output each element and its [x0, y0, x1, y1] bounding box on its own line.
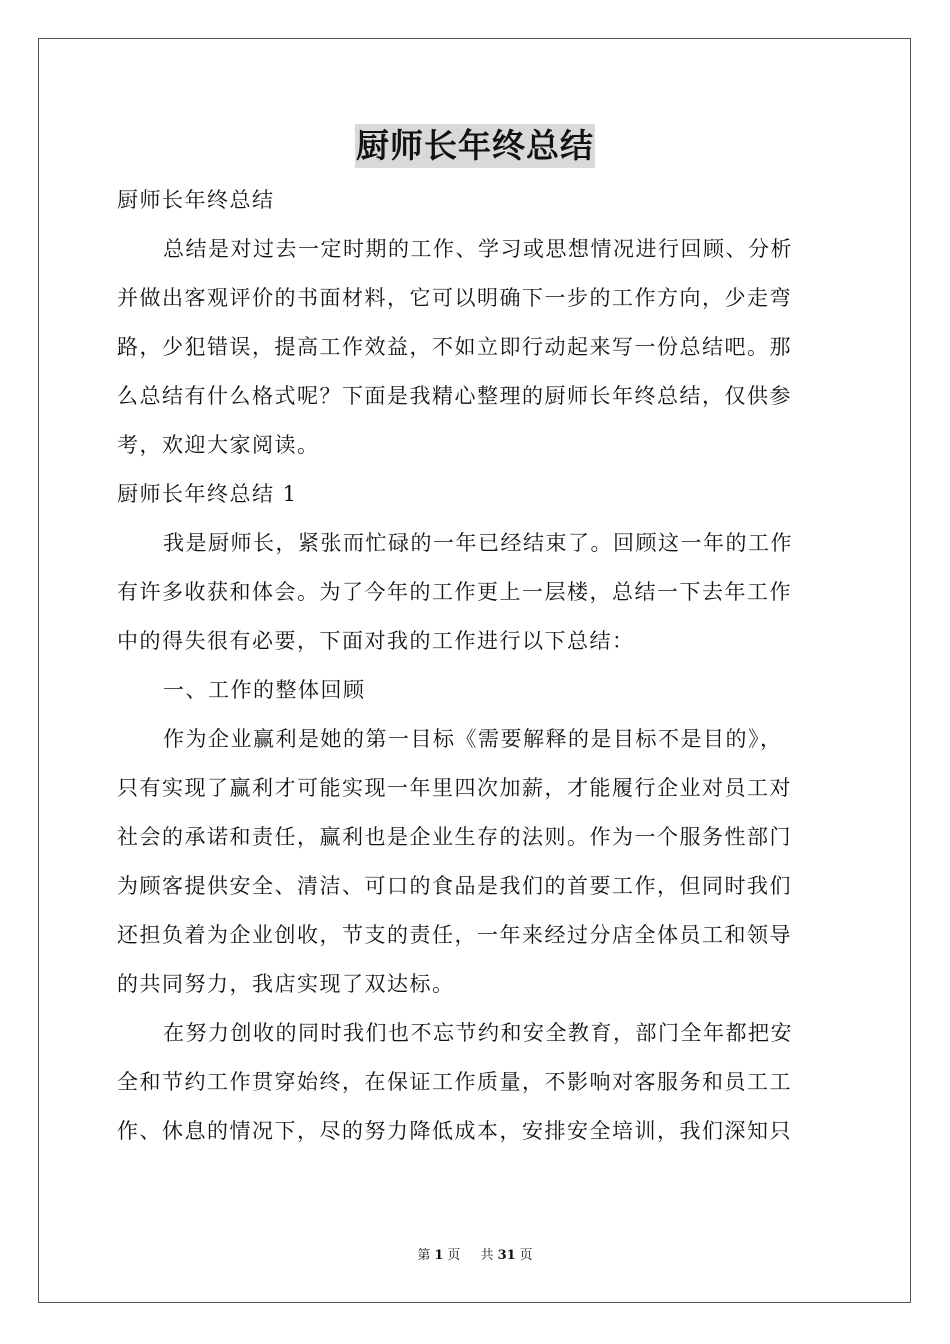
document-title: 厨师长年终总结: [355, 124, 595, 168]
text-line: 的共同努力，我店实现了双达标。: [117, 972, 455, 996]
page-total: [477, 1248, 537, 1263]
text-line: 中的得失很有必要，下面对我的工作进行以下总结：: [117, 629, 635, 653]
text-line: 还担负着为企业创收，节支的责任，一年来经过分店全体员工和领导: [117, 923, 792, 947]
total-pages: 31: [497, 1248, 516, 1263]
text-line: 为顾客提供安全、清洁、可口的食品是我们的首要工作，但同时我们: [117, 874, 792, 898]
text-line: 只有实现了赢利才可能实现一年里四次加薪，才能履行企业对员工对: [117, 776, 792, 800]
page-footer: [0, 1247, 950, 1265]
text-line: 社会的承诺和责任，赢利也是企业生存的法则。作为一个服务性部门: [117, 825, 792, 849]
text-line: 有许多收获和体会。为了今年的工作更上一层楼，总结一下去年工作: [117, 580, 792, 604]
page-prefix: 第: [417, 1248, 431, 1263]
text-line: 路，少犯错误，提高工作效益，不如立即行动起来写一份总结吧。那: [117, 335, 792, 359]
text-line: 我是厨师长，紧张而忙碌的一年已经结束了。回顾这一年的工作: [163, 531, 793, 555]
page-number: [413, 1248, 464, 1263]
text-line: 总结是对过去一定时期的工作、学习或思想情况进行回顾、分析: [163, 237, 793, 261]
current-page: 1: [434, 1248, 444, 1263]
text-line: 作、休息的情况下，尽的努力降低成本，安排安全培训，我们深知只: [117, 1119, 792, 1143]
text-line: 并做出客观评价的书面材料，它可以明确下一步的工作方向，少走弯: [117, 286, 792, 310]
document-body: [117, 176, 831, 1156]
text-line: 在努力创收的同时我们也不忘节约和安全教育，部门全年都把安: [163, 1021, 793, 1045]
text-line: 厨师长年终总结: [117, 188, 275, 212]
text-line: 厨师长年终总结 1: [117, 482, 298, 506]
text-line: 作为企业赢利是她的第一目标《需要解释的是目标不是目的》，: [163, 727, 783, 751]
text-line: 考，欢迎大家阅读。: [117, 433, 320, 457]
total-unit: 页: [519, 1248, 533, 1263]
text-line: 么总结有什么格式呢？下面是我精心整理的厨师长年终总结，仅供参: [117, 384, 792, 408]
total-prefix: 共: [480, 1248, 494, 1263]
page-unit: 页: [447, 1248, 461, 1263]
text-line: 全和节约工作贯穿始终，在保证工作质量，不影响对客服务和员工工: [117, 1070, 792, 1094]
title-container: [0, 124, 950, 168]
text-line: 一、工作的整体回顾: [163, 678, 366, 702]
